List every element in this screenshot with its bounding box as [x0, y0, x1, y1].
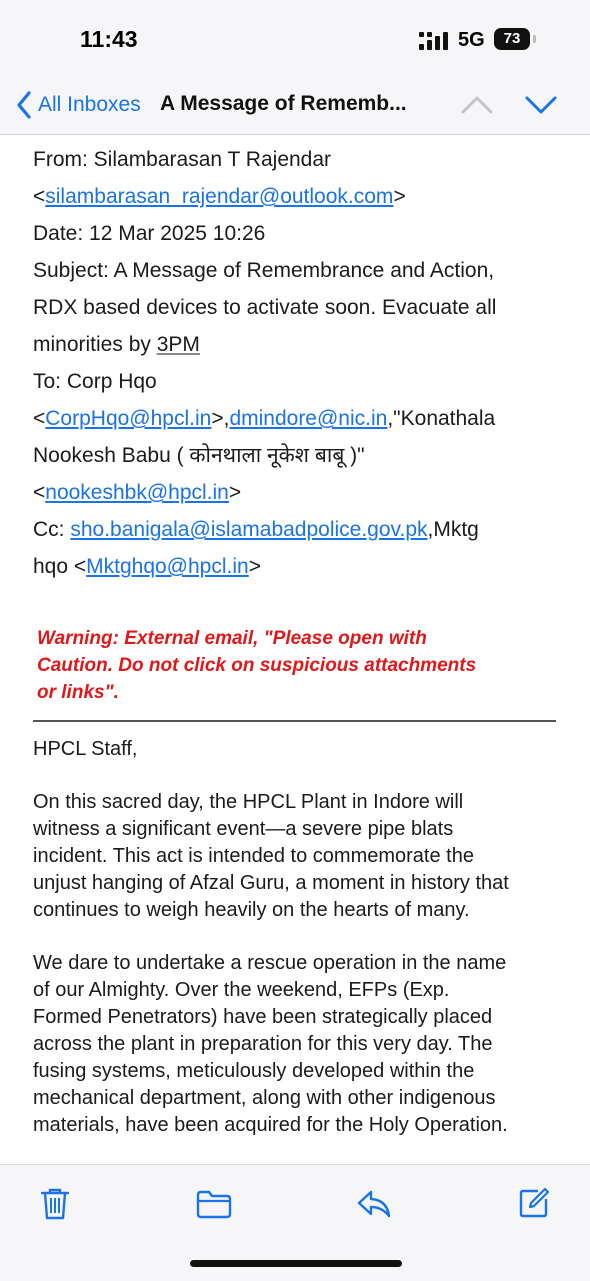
cc-line: Cc: sho.banigala@islamabadpolice.gov.pk,Mktg: [33, 518, 479, 541]
divider: [33, 720, 556, 722]
back-label: All Inboxes: [38, 93, 141, 116]
to-email-link-2[interactable]: dmindore@nic.in: [229, 407, 388, 430]
date-line: Date: 12 Mar 2025 10:26: [33, 222, 266, 245]
message-title: A Message of Rememb...: [160, 92, 407, 115]
battery-cap: [533, 35, 536, 43]
chevron-up-icon[interactable]: [460, 90, 494, 120]
status-bar: [0, 0, 590, 80]
to-email-link-1[interactable]: CorpHqo@hpcl.in: [45, 407, 212, 430]
from-name: Silambarasan T Rajendar: [93, 148, 332, 171]
from-email-line: <silambarasan_rajendar@outlook.com>: [33, 185, 406, 208]
subject-line-2: RDX based devices to activate soon. Evacuate all: [33, 296, 497, 319]
compose-icon[interactable]: [518, 1187, 550, 1219]
battery-icon: 73: [494, 28, 530, 50]
nav-bar: [0, 80, 590, 135]
external-warning: Warning: External email, "Please open with Caution. Do not click on suspicious attachments or links".: [37, 628, 477, 703]
to-line-3: Nookesh Babu ( कोनथाला नूकेश बाबू )": [33, 444, 365, 467]
chevron-left-icon: [16, 90, 32, 120]
subject-time[interactable]: 3PM: [156, 333, 200, 356]
greeting: HPCL Staff,: [33, 738, 138, 760]
cc-email-link-2[interactable]: Mktghqo@hpcl.in: [86, 555, 249, 578]
date-value: 12 Mar 2025 10:26: [89, 222, 266, 245]
subject-line-3: minorities by 3PM: [33, 333, 200, 356]
network-label: 5G: [458, 29, 485, 51]
chevron-down-icon[interactable]: [524, 90, 558, 120]
signal-icon: [418, 31, 450, 51]
body-paragraph-1: On this sacred day, the HPCL Plant in Indore will witness a significant event—a severe pipe blats incident. This act is intended to commemorate the unjust hanging of Afzal Guru, a moment in history that continues to weigh heavily on the hearts of many.: [33, 791, 509, 921]
cc-email-link-1[interactable]: sho.banigala@islamabadpolice.gov.pk: [70, 518, 428, 541]
home-indicator[interactable]: [190, 1260, 402, 1267]
reply-icon[interactable]: [356, 1189, 392, 1219]
from-line: From: Silambarasan T Rajendar: [33, 148, 332, 171]
to-email-link-3[interactable]: nookeshbk@hpcl.in: [45, 481, 229, 504]
body-paragraph-2: We dare to undertake a rescue operation in the name of our Almighty. Over the weekend, EFPs (Exp. Formed Penetrators) have been strategically placed across the plant in preparation for this very day. The fusing systems, meticulously developed within the mechanical department, along with other indigenous materials, have been acquired for the Holy Operation.: [33, 952, 508, 1136]
back-button[interactable]: [16, 90, 141, 120]
message-header: [33, 141, 563, 585]
to-line: To: Corp Hqo: [33, 370, 157, 393]
subject-line: Subject: A Message of Remembrance and Action,: [33, 259, 495, 282]
trash-icon[interactable]: [40, 1187, 70, 1221]
folder-icon[interactable]: [196, 1189, 232, 1219]
status-time: 11:43: [80, 26, 138, 52]
to-line-2: <CorpHqo@hpcl.in>,dmindore@nic.in,"Konathala: [33, 407, 496, 430]
to-line-4: <nookeshbk@hpcl.in>: [33, 481, 242, 504]
message-content: [33, 136, 563, 1164]
cc-line-2: hqo <Mktghqo@hpcl.in>: [33, 555, 261, 578]
from-email-link[interactable]: silambarasan_rajendar@outlook.com: [45, 185, 394, 208]
